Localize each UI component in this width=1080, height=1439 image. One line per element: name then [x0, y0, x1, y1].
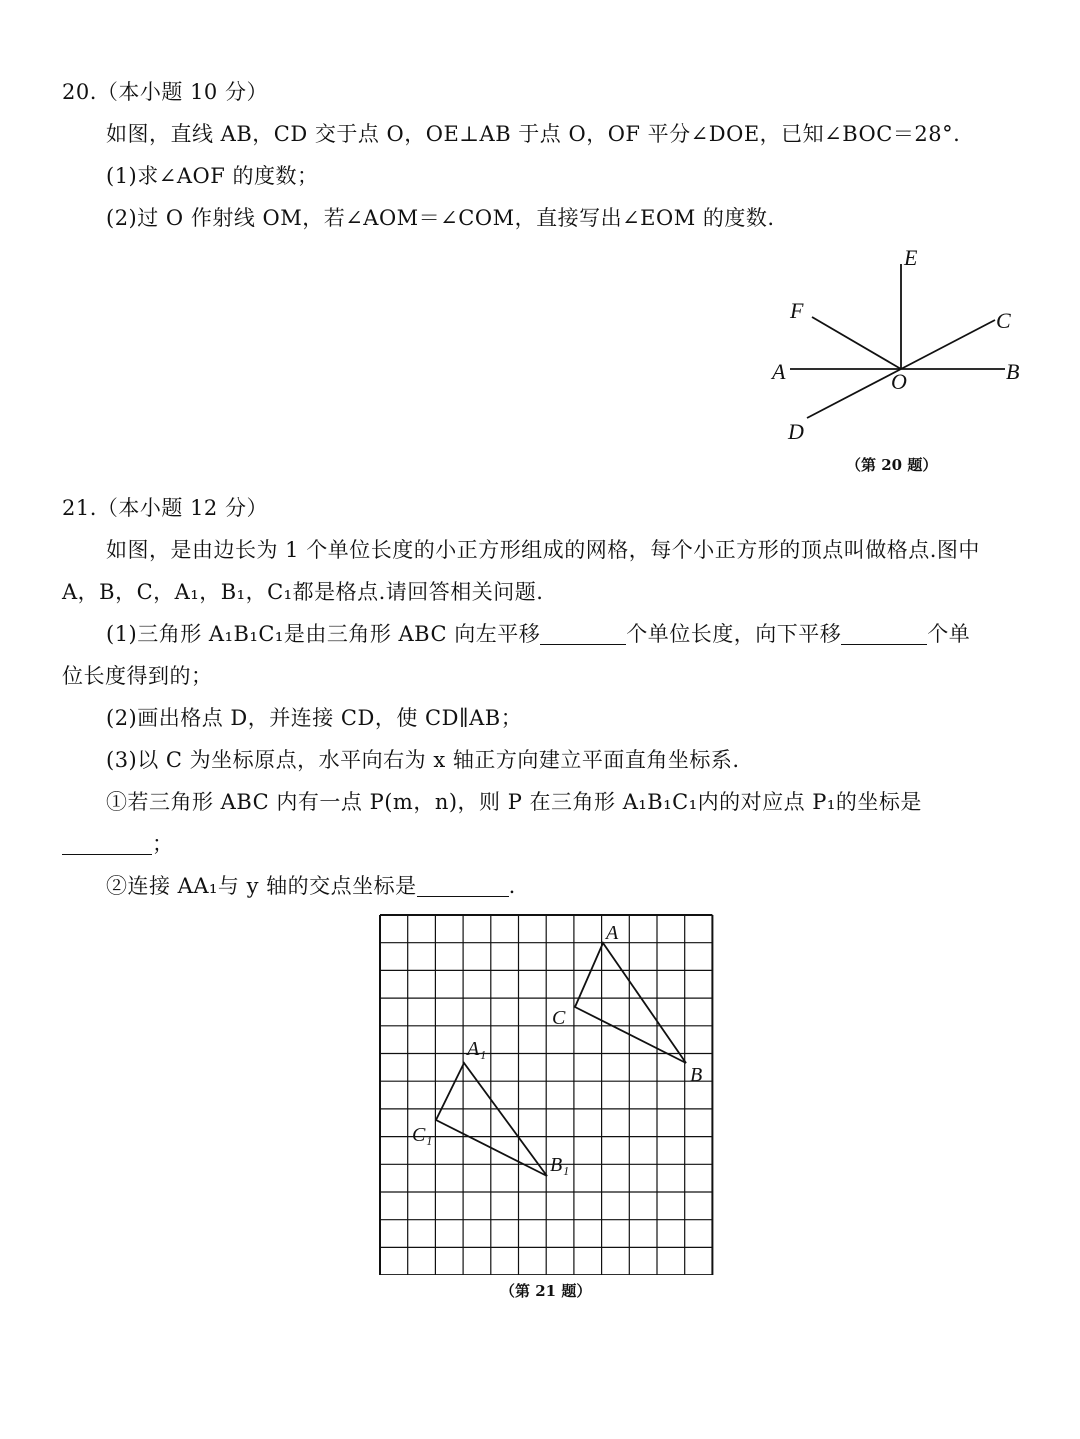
triangle-ABC: [575, 943, 686, 1063]
q21-label-C1: C₁: [412, 1124, 433, 1146]
q20-label-F: F: [790, 298, 804, 323]
q21-caption: （第 21 题）: [500, 1282, 592, 1300]
q20-label-A: A: [772, 359, 786, 384]
q21-part1-cont: 位长度得到的；: [62, 664, 213, 688]
q20-label-O: O: [891, 369, 907, 394]
q21-part3-2-line: [106, 870, 516, 900]
q21-intro-line2: A，B，C，A₁，B₁，C₁都是格点.请回答相关问题.: [62, 580, 544, 604]
q21-part1-line: [106, 618, 970, 648]
q21-part1-text-a: (1)三角形 A₁B₁C₁是由三角形 ABC 向左平移: [106, 622, 541, 646]
q21-intro-line1: 如图，是由边长为 1 个单位长度的小正方形组成的网格，每个小正方形的顶点叫做格点.图中: [106, 538, 980, 562]
q21-part3-2-text: ②连接 AA₁与 y 轴的交点坐标是: [106, 874, 417, 898]
q21-part3-1-end: ；: [152, 832, 174, 856]
q21-part2: (2)画出格点 D，并连接 CD，使 CD∥AB；: [106, 706, 523, 730]
q21-part3: (3)以 C 为坐标原点，水平向右为 x 轴正方向建立平面直角坐标系.: [106, 748, 740, 772]
q20-figure: [760, 240, 1060, 450]
q21-part3-1: ①若三角形 ABC 内有一点 P(m，n)，则 P 在三角形 A₁B₁C₁内的对应点 P₁的坐标是: [106, 790, 922, 814]
triangle-A1B1C1: [436, 1063, 547, 1176]
answer-blank-left-shift[interactable]: [540, 624, 626, 645]
q20-part2: (2)过 O 作射线 OM，若∠AOM＝∠COM，直接写出∠EOM 的度数.: [106, 206, 775, 230]
q21-part1-text-c: 个单: [927, 622, 971, 646]
q21-label-A1: A₁: [467, 1038, 487, 1060]
q20-label-E: E: [904, 245, 918, 270]
q21-part1-text-b: 个单位长度，向下平移: [626, 622, 842, 646]
q21-grid-figure: [370, 905, 730, 1275]
answer-blank-p1-coordinates[interactable]: [62, 834, 152, 855]
q20-label-C: C: [996, 308, 1011, 333]
q20-caption: （第 20 题）: [846, 456, 938, 474]
answer-blank-down-shift[interactable]: [841, 624, 927, 645]
q20-stem: 如图，直线 AB，CD 交于点 O，OE⊥AB 于点 O，OF 平分∠DOE，已知∠BOC＝28°.: [106, 122, 961, 146]
q20-label-B: B: [1006, 359, 1020, 384]
q21-part3-2-end: .: [508, 874, 516, 898]
answer-blank-intersection[interactable]: [417, 876, 509, 897]
q21-label-B1: B₁: [550, 1154, 570, 1176]
q21-label-C: C: [552, 1007, 566, 1029]
q20-label-D: D: [788, 419, 804, 444]
q21-label-A: A: [606, 922, 619, 944]
q20-header: 20.（本小题 10 分）: [62, 80, 268, 104]
q21-header: 21.（本小题 12 分）: [62, 496, 268, 520]
q21-label-B: B: [690, 1064, 703, 1086]
q21-part3-1-answer-line: [62, 828, 174, 858]
q20-part1: (1)求∠AOF 的度数；: [106, 164, 319, 188]
